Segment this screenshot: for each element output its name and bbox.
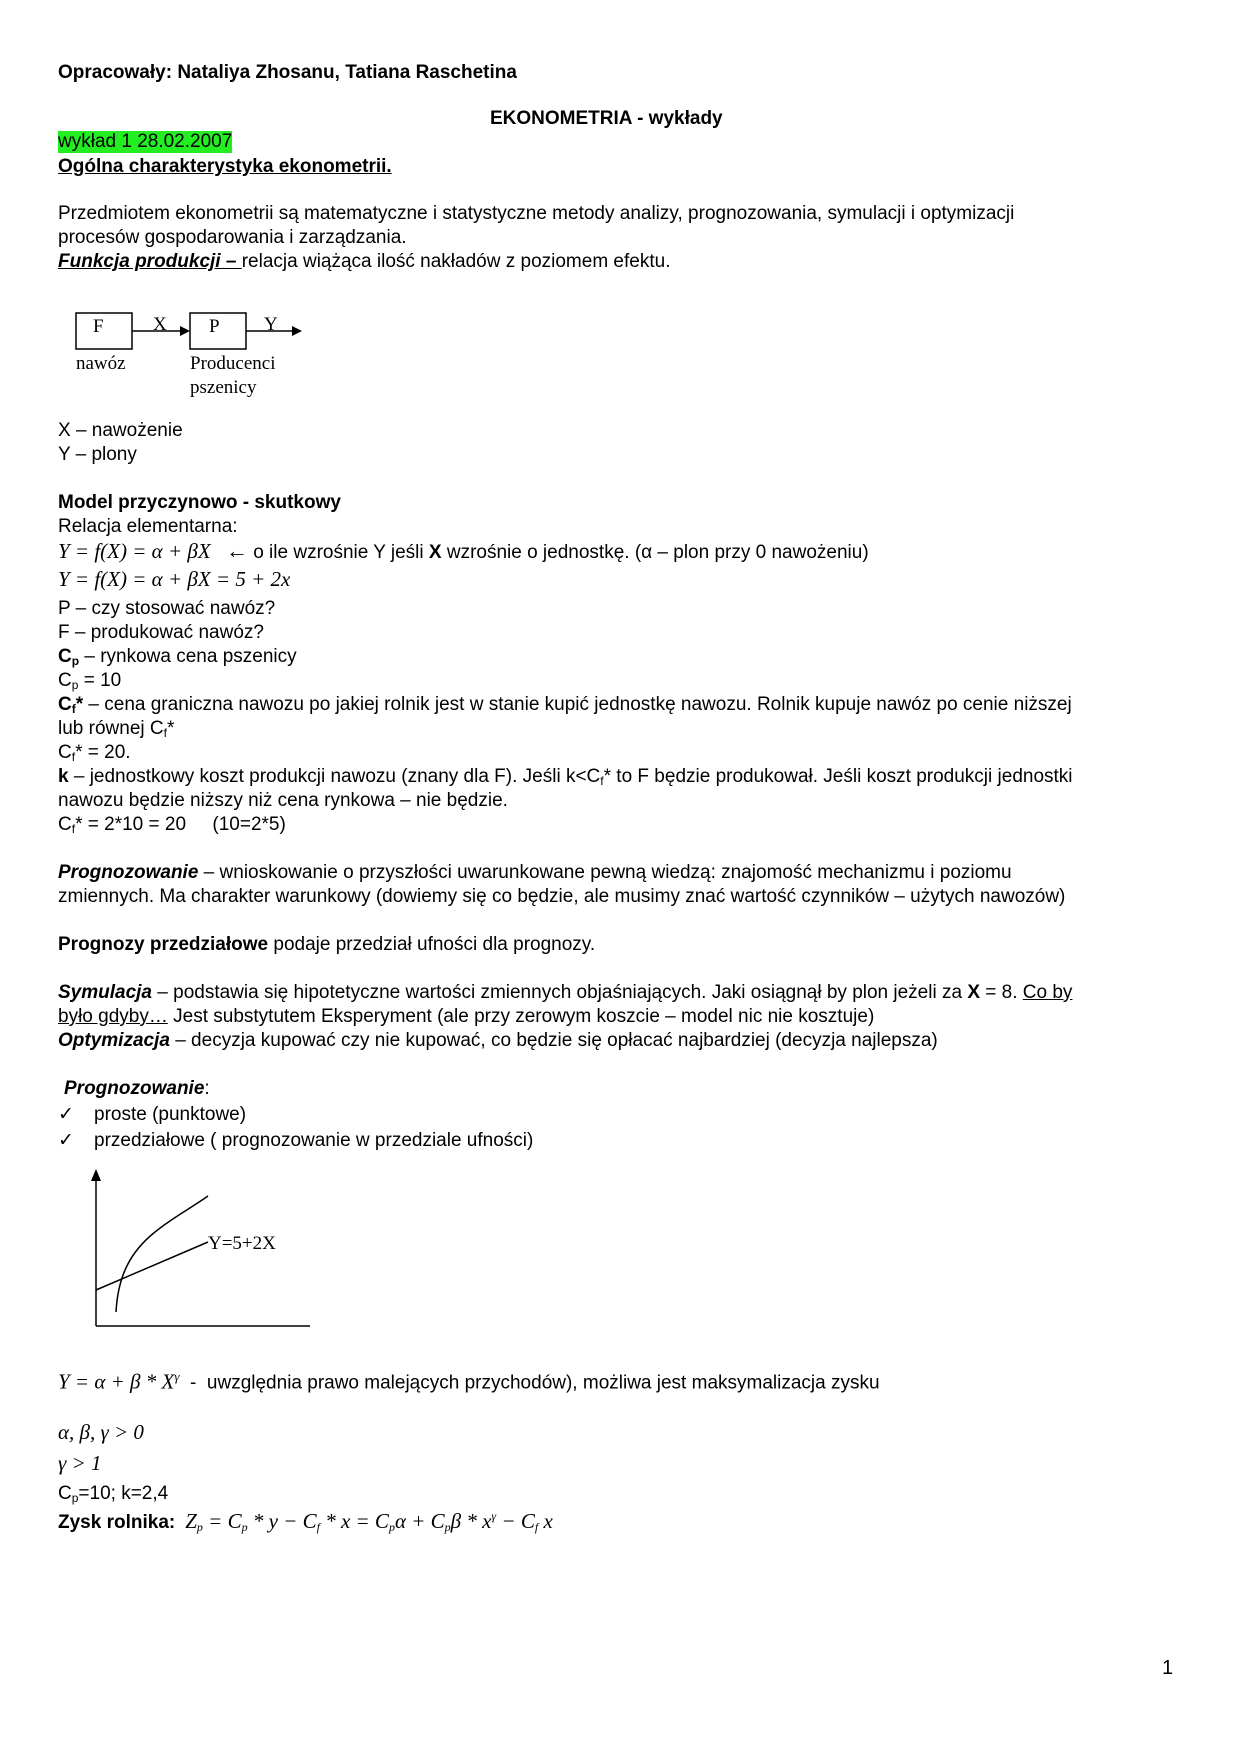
interval-forecast-term: Prognozy przedziałowe xyxy=(58,934,269,955)
cf-subscript: f xyxy=(71,702,76,716)
cf-text-2-pre: lub równej C xyxy=(58,718,164,739)
params-text: =10; k=2,4 xyxy=(78,1483,169,1504)
cp-value-subscript: p xyxy=(71,678,79,692)
k-text-pre: – jednostkowy koszt produkcji nawozu (znany dla F). Jeśli k<C xyxy=(68,766,601,787)
list-item-text: przedziałowe ( prognozowanie w przedziale ufności) xyxy=(94,1130,534,1151)
profit-label: Zysk rolnika: xyxy=(58,1512,176,1533)
params-subscript: p xyxy=(71,1491,79,1505)
equation-2: Y = f(X) = α + βX = 5 + 2x xyxy=(58,567,291,591)
cf-definition-2 xyxy=(58,718,174,740)
fertilizer-label: nawóz xyxy=(76,353,126,374)
k-definition xyxy=(58,766,1073,788)
cf-text-2-subscript: f xyxy=(163,726,167,740)
cf-symbol: C xyxy=(58,694,72,715)
prognozowanie-term: Prognozowanie xyxy=(58,862,199,883)
section-title: Ogólna charakterystyka ekonometrii. xyxy=(58,156,392,177)
simulation-definition xyxy=(58,982,1072,1004)
simulation-definition-2 xyxy=(58,1006,874,1028)
authors-line: Opracowały: Nataliya Zhosanu, Tatiana Raschetina xyxy=(58,62,517,83)
simulation-underlined-1: Co by xyxy=(1022,982,1073,1003)
prognozowanie-definition xyxy=(58,862,1012,884)
interval-forecast-text: podaje przedział ufności dla prognozy. xyxy=(268,934,596,955)
production-function-term: Funkcja produkcji – xyxy=(58,251,242,272)
forecast-types-colon: : xyxy=(204,1078,210,1099)
interval-forecast-definition xyxy=(58,934,595,956)
condition-positive: α, β, γ > 0 xyxy=(58,1420,144,1444)
cp-symbol: C xyxy=(58,646,72,667)
left-arrow-icon: ← xyxy=(225,538,248,563)
simulation-underlined-2: było gdyby… xyxy=(58,1006,168,1027)
simulation-text-2: Jest substytutem Eksperyment (ale przy zerowym koszcie – model nic nie kosztuje) xyxy=(167,1006,875,1027)
cp-value-symbol: C xyxy=(58,670,72,691)
producers-label-2: pszenicy xyxy=(190,377,257,398)
var-y-definition: Y – plony xyxy=(58,444,137,465)
profit-row xyxy=(58,1509,553,1535)
cf-text: – cena graniczna nawozu po jakiej rolnik jest w stanie kupić jednostkę nawozu. Rolnik kupuje nawóz po cenie niższej xyxy=(83,694,1072,715)
power-exponent: γ xyxy=(174,1369,180,1384)
power-note: - uwzględnia prawo malejących przychodów), możliwa jest maksymalizacja zysku xyxy=(179,1372,880,1394)
var-x-definition: X – nawożenie xyxy=(58,420,183,441)
model-title: Model przyczynowo - skutkowy xyxy=(58,492,341,513)
box-p-label: P xyxy=(209,316,220,337)
p-question: P – czy stosować nawóz? xyxy=(58,598,276,619)
arrow-y-label: Y xyxy=(264,314,278,335)
production-function-text: relacja wiążąca ilość nakładów z poziomem efektu. xyxy=(241,251,671,272)
k-symbol: k xyxy=(58,766,69,787)
cp-value-number: = 10 xyxy=(78,670,122,691)
arrow-x-label: X xyxy=(153,314,167,335)
simulation-text-1-post: = 8. xyxy=(980,982,1023,1003)
cp-value xyxy=(58,670,121,692)
equation-1-note-x: X xyxy=(428,542,442,563)
cp-subscript: p xyxy=(71,654,80,668)
f-question: F – produkować nawóz? xyxy=(58,622,264,643)
production-function-definition xyxy=(58,250,1178,274)
arrow-y-head xyxy=(292,326,302,336)
y-axis-arrow xyxy=(91,1169,101,1181)
intro-paragraph xyxy=(58,202,1178,274)
equation-1-row xyxy=(58,538,869,564)
simulation-x: X xyxy=(967,982,981,1003)
parameter-values xyxy=(58,1483,168,1505)
prognozowanie-text-1: – wnioskowanie o przyszłości uwarunkowane pewną wiedzą: znajomość mechanizmu i poziomu xyxy=(198,862,1012,883)
cf-text-2-post: * xyxy=(166,718,175,739)
profit-equation: $Z_p = C_p * y - C_f * x = C_p\alpha + C_p\beta * x^\gamma - C_f$ x xyxy=(185,1509,553,1534)
optimization-term: Optymizacja xyxy=(58,1030,170,1051)
cp-text: – rynkowa cena pszenicy xyxy=(79,646,297,667)
power-equation-row xyxy=(58,1369,880,1394)
list-item-text: proste (punktowe) xyxy=(94,1104,247,1125)
optimization-definition xyxy=(58,1030,938,1052)
prognozowanie-text-2: zmiennych. Ma charakter warunkowy (dowiemy się co będzie, ale musimy znać wartość czynników – użytych nawozów) xyxy=(58,886,1066,907)
intro-line-1: Przedmiotem ekonometrii są matematyczne i statystyczne metody analizy, prognozowania, symulacji i optymizacji xyxy=(58,203,1015,224)
list-item xyxy=(58,1103,246,1126)
cf-calculation xyxy=(58,814,286,836)
k-text-post: * to F będzie produkował. Jeśli koszt produkcji jednostki xyxy=(603,766,1073,787)
cf-calc-text: * = 2*10 = 20 (10=2*5) xyxy=(75,814,286,835)
lecture-tag: wykład 1 28.02.2007 xyxy=(58,131,233,152)
linear-trend-line xyxy=(96,1242,208,1290)
checkmark-icon: ✓ xyxy=(58,1129,74,1151)
elementary-relation-label: Relacja elementarna: xyxy=(58,516,238,537)
forecast-types-heading xyxy=(64,1078,210,1100)
power-equation: Y = α + β * X xyxy=(58,1369,175,1394)
cf-value-subscript: f xyxy=(71,750,76,764)
equation-1-note-post: wzrośnie o jednostkę. (α – plon przy 0 nawożeniu) xyxy=(441,542,869,563)
simulation-text-1: – podstawia się hipotetyczne wartości zmiennych objaśniających. Jaki osiągnął by plon jeżeli za xyxy=(152,982,968,1003)
cf-star: * xyxy=(75,694,84,715)
cf-value xyxy=(58,742,131,764)
box-f xyxy=(76,313,132,349)
checkmark-icon: ✓ xyxy=(58,1103,74,1125)
forecast-types-term: Prognozowanie xyxy=(64,1078,205,1099)
optimization-text: – decyzja kupować czy nie kupować, co będzie się opłacać najbardziej (decyzja najlepsza) xyxy=(169,1030,938,1051)
params-symbol: C xyxy=(58,1483,72,1504)
trend-line-label: Y=5+2X xyxy=(208,1233,276,1254)
cf-value-symbol: C xyxy=(58,742,72,763)
cf-calc-subscript: f xyxy=(71,822,76,836)
condition-gamma: γ > 1 xyxy=(58,1451,102,1475)
k-definition-2: nawozu będzie niższy niż cena rynkowa – nie będzie. xyxy=(58,790,508,811)
intro-line-2: procesów gospodarowania i zarządzania. xyxy=(58,227,407,248)
power-curve xyxy=(116,1196,208,1312)
simulation-term: Symulacja xyxy=(58,982,152,1003)
cf-definition xyxy=(58,694,1072,716)
arrow-x-head xyxy=(180,326,190,336)
equation-1: Y = f(X) = α + βX xyxy=(58,539,211,563)
box-f-label: F xyxy=(93,316,104,337)
document-title: EKONOMETRIA - wykłady xyxy=(490,108,723,129)
cf-calc-symbol: C xyxy=(58,814,72,835)
page-number: 1 xyxy=(1162,1657,1174,1679)
cp-definition xyxy=(58,646,297,668)
k-text-subscript: f xyxy=(600,774,604,788)
list-item xyxy=(58,1129,533,1152)
producers-label-1: Producenci xyxy=(190,353,276,374)
cf-value-number: * = 20. xyxy=(75,742,131,763)
equation-1-note-pre: o ile wzrośnie Y jeśli xyxy=(247,542,429,563)
